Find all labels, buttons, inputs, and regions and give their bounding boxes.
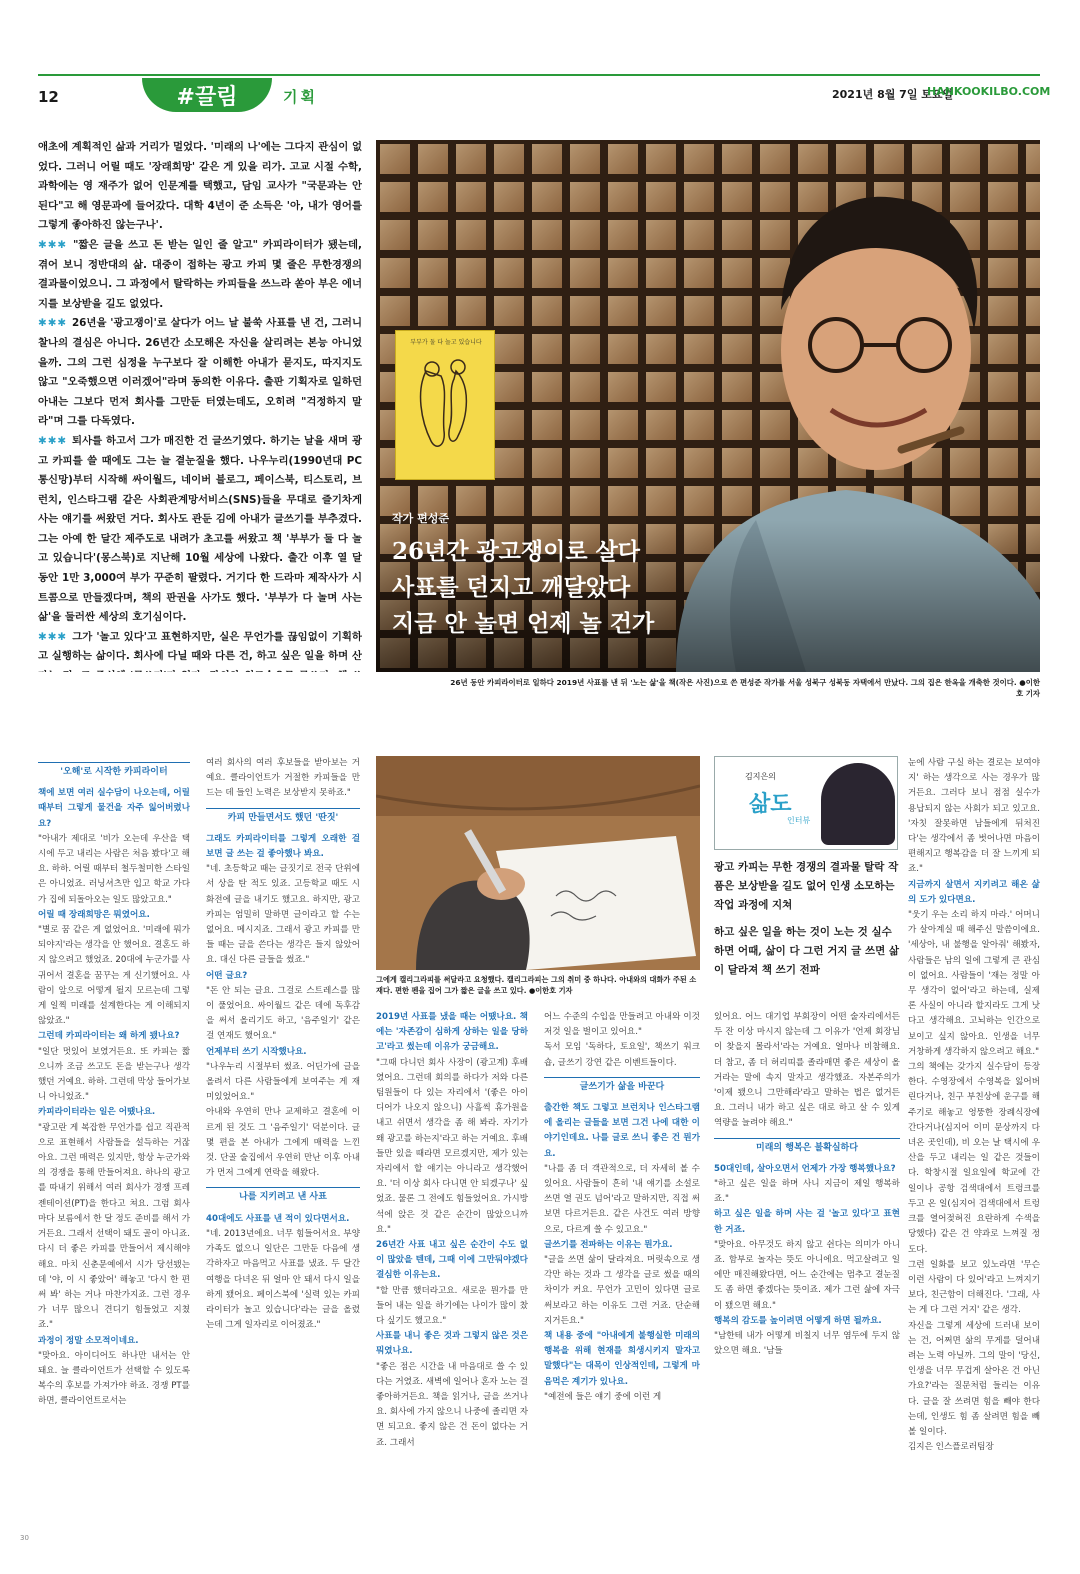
subhead: 글쓰기가 삶을 바꾼다 xyxy=(544,1077,700,1097)
folio-number: 30 xyxy=(20,1534,29,1542)
series-subtitle: 인터뷰 xyxy=(787,816,811,825)
interview-question: 그래도 카피라이터를 그렇게 오래한 걸 보면 글 쓰는 걸 좋아했나 봐요. xyxy=(206,833,360,860)
subhead: 미래의 행복은 불확실하다 xyxy=(714,1138,900,1158)
body-paragraph: "일단 멋있어 보였거든요. 또 카피는 짧으니까 조금 쓰고도 돈을 받는구나 생각했던 거예요. 하하. 그런데 막상 들어가보니 아니었죠." xyxy=(38,1046,190,1103)
interview-question: 26년간 사표 내고 싶은 순간이 수도 없이 많았을 텐데, 그때 이에 그만둬야겠다 결심한 이유는요. xyxy=(376,1240,528,1281)
lead-paragraph: ✱✱✱ 26년을 '광고쟁이'로 살다가 어느 날 불쑥 사표를 낸 건, 그러니 찰나의 결심은 아니다. 26년간 소모해온 자신을 살리려는 본능 아니었을까. 그의 그런 심정을 누구보다 잘 이해한 아내가 묻지도, 따지지도 않고 "오죽했으면 이러겠어"라며 동의한 이유다. 출판 기획자로 일하던 아내는 그보다 먼저 회사를 그만둔 터였는데도, 오히려 "걱정하지 말라"며 그를 다독였다. xyxy=(38,317,362,428)
body-paragraph: 그런 일화를 보고 있노라면 '무슨 이런 사람이 다 있어'라고 느껴지기보다, 친근함이 더해진다. '그래, 사는 게 다 그런 거지' 같은 생각. xyxy=(908,1259,1040,1316)
interview-question: 하고 싶은 일을 하며 사는 걸 '놀고 있다'고 표현한 거죠. xyxy=(714,1209,900,1235)
pull-quote-text: 하고 싶은 일을 하는 것이 노는 것 실수하면 어때, 삶이 다 그런 거지 글 쓰면 삶이 달라져 책 쓰기 전파 xyxy=(714,926,900,976)
body-paragraph: "좋은 점은 시간을 내 마음대로 쓸 수 있다는 거였죠. 새벽에 일어나 혼자 노는 걸 좋아하거든요. 책을 읽거나, 글을 쓰거나요. 회사에 가지 않으니 나중에 졸리면 자면 되고요. 좋지 않은 건 돈이 없다는 거죠. 그래서 xyxy=(376,1361,528,1448)
subhead: 나를 지키려고 낸 사표 xyxy=(206,1187,360,1207)
series-logo: 삶도 xyxy=(749,791,792,817)
calligraphy-photo-art xyxy=(376,756,700,970)
interview-question: 언제부터 쓰기 시작했나요. xyxy=(206,1046,307,1057)
section-label: 기획 xyxy=(283,88,318,106)
headline-line: 사표를 던지고 깨달았다 xyxy=(392,574,631,601)
interview-question: 책에 보면 여러 실수담이 나오는데, 어릴 때부터 그렇게 물건을 자주 잃어버렸나요? xyxy=(38,788,190,829)
body-paragraph: "네. 초등학교 때는 글짓기로 전국 단위에서 상을 탄 적도 있죠. 고등학교 때도 시화전에 글을 내기도 했고요. 하지만, 광고 카피는 엄밀히 말하면 글이라고 할 수는 없어요. 메시지죠. 그래서 광고 카피를 만들 때는 글을 쓴다는 생각은 들지 않았어요. 대신 다른 글들을 썼죠." xyxy=(206,864,360,966)
article-column-5 xyxy=(714,1010,900,1359)
interview-question: 40대에도 사표를 낸 적이 있다면서요. xyxy=(206,1213,350,1224)
interview-question: 사표를 내니 좋은 것과 그렇지 않은 것은 뭐였나요. xyxy=(376,1331,528,1357)
body-paragraph: "광고란 게 복잡한 무언가를 쉽고 직관적으로 표현해서 사람들을 설득하는 거잖아요. 그런 매력은 있지만, 항상 누군가와의 경쟁을 통해 만들어져요. 하나의 광고를 따내기 위해서 여러 회사가 경쟁 프레젠테이션(PT)을 한다고 쳐요. 그럼 회사마다 보름에서 한 달 정도 준비를 해서 가거든요. 그래서 선택이 돼도 골이 아니죠. 다시 더 좋은 카피를 만들어서 제시해야 해요. 마치 신춘문예에서 시가 당선됐는데 '야, 이 시 좋았어' 해놓고 '다시 한 편 써 봐' 하는 거나 마찬가지죠. 그런 경우가 너무 많으니 견디기 힘들었고 지쳤죠." xyxy=(38,1122,190,1331)
body-paragraph: 자신을 그렇게 세상에 드러내 보이는 건, 어쩌면 삶의 무게를 덜어내려는 노력 아닐까. 그의 말이 '당신, 인생을 너무 무겁게 살아온 건 아닌가요?'라는 질문처럼 들리는 이유다. 글을 잘 쓰려면 힘을 빼야 한다는데, 인생도 힘 좀 살려면 힘을 빼볼 일이다. xyxy=(908,1320,1040,1437)
body-paragraph: "맞아요. 아이디어도 하나만 내서는 안 돼요. 늘 클라이언트가 선택할 수 있도록 복수의 후보를 가져가야 하죠. 경쟁 PT를 하면, 클라이언트로서는 xyxy=(38,1350,190,1407)
calligraphy-photo xyxy=(376,756,700,970)
body-paragraph: "할 만큼 했더라고요. 새로운 뭔가를 만들어 내는 일을 하기에는 나이가 많이 찼다 싶기도 했고요." xyxy=(376,1285,528,1327)
article-column-6 xyxy=(908,756,1040,1455)
body-paragraph: "아내가 제대로 '비가 오는데 우산을 택시에 두고 내리는 사람은 처음 봤다'고 해요. 하하. 어릴 때부터 철두철미한 스타일은 아니었죠. 러닝셔츠만 입고 학교 가다가 집에 되돌아오는 일도 많았고요." xyxy=(38,833,190,905)
subhead: 카피 만들면서도 했던 '딴짓' xyxy=(206,808,360,828)
article-column-3 xyxy=(376,1010,528,1451)
article-column-1 xyxy=(38,756,190,1410)
calligraphy-caption: 그에게 캘리그라피를 써달라고 요청했다. 캘리그라피는 그의 취미 중 하나다. 아내와의 대화가 주된 소재다. 편한 펜을 집어 그가 짧은 글을 쓰고 있다. ●이한호 기자 xyxy=(376,975,697,995)
subhead: '오해'로 시작한 카피라이터 xyxy=(38,762,190,782)
interview-question: 50대인데, 살아오면서 언제가 가장 행복했나요? xyxy=(714,1163,896,1174)
body-paragraph: "맞아요. 아무것도 하지 않고 쉰다는 의미가 아니죠. 함부로 놀자는 뜻도 아니에요. 먹고살려고 일에만 매진해왔다면, 어느 순간에는 멈추고 결눈질도 좀 하면 좋겠다는 뜻이죠. 제가 그런 삶에 자극이 됐으면 해요." xyxy=(714,1239,900,1311)
hero-byline: 작가 편성준 xyxy=(392,512,449,525)
body-paragraph: "그때 다니던 회사 사장이 (광고계) 후배였어요. 그런데 회의를 하다가 저와 다른 팀원들이 다 있는 자리에서 '(좋은 아이디어가 나오지 않으니) 사흘씩 휴가원을 내고 쉬면서 생각을 좀 해 봐라. 자기가 왜 광고를 하는지'라고 하는 거예요. 후배들만 있을 때라면 모르겠지만, 제가 있는 자리에서 할 얘기는 아니라고 생각했어요. '더 이상 회사 다니면 안 되겠구나' 싶었죠. 물론 그 전에도 힘들었어요. 가시방석에 앉은 것 같은 순간이 많았으니까요." xyxy=(376,1057,528,1235)
headline-line: 26년간 광고쟁이로 살다 xyxy=(392,538,640,565)
body-paragraph: 어느 수준의 수입을 만들려고 아내와 이것저것 일을 벌이고 있어요." xyxy=(544,1012,700,1038)
body-paragraph: 그의 책에는 갖가지 실수담이 등장한다. 수영장에서 수영복을 잃어버린다거나, 친구 부친상에 운구를 해주기로 해놓고 엉뚱한 장례식장에 간다거나(심지어 이미 문상까지 다녀온 곳인데), 비 오는 날 택시에 우산을 두고 내리는 일 같은 것들이다. 학창시절 일요일에 학교에 간 일이나 공항 검색대에서 트렁크를 두고 온 일(심지어 검색대에서 트렁크를 열어젖혀진 요란하게 수색을 당했다) 같은 건 약과로 느껴질 정도다. xyxy=(908,1062,1040,1255)
interview-question: 행복의 감도를 높이려면 어떻게 하면 될까요. xyxy=(714,1315,882,1326)
body-paragraph: "하고 싶은 일을 하며 사니 지금이 제일 행복하죠." xyxy=(714,1179,900,1205)
interviewer-avatar xyxy=(821,763,895,845)
body-paragraph: 여러 회사의 여러 후보들을 받아보는 거예요. 클라이언트가 거절한 카피들을 만드는 데 들인 노력은 보상받지 못하죠." xyxy=(206,758,360,799)
article-column-4 xyxy=(544,1010,700,1405)
body-paragraph: 눈에 사람 구실 하는 결로는 보여야지' 하는 생각으로 사는 경우가 많거든요. 그러다 보니 점점 실수가 용납되지 않는 사회가 되고 있고요. '자칫 잘못하면 남들에게 뒤처진다'는 생각에서 좀 벗어나면 마음이 편해지고 행복감을 더 잘 느끼게 되죠." xyxy=(908,758,1040,875)
lead-paragraph: ✱✱✱ 퇴사를 하고서 그가 매진한 건 글쓰기였다. 하기는 날을 새며 광고 카피를 쓸 때에도 그는 늘 곁눈질을 했다. 나우누리(1990년대 PC통신망)부터 시작해 싸이월드, 네이버 블로그, 페이스북, 티스토리, 브런치, 인스타그램 같은 사회관계망서비스(SNS)들을 무대로 즐기차게 사는 얘기를 써왔던 거다. 회사도 관둔 김에 아내가 글쓰기를 부추겼다. 그는 아예 한 달간 제주도로 내려가 초고를 써왔고 책 '부부가 둘 다 놀고 있습니다'(몽스북)로 지난해 10월 세상에 나왔다. 출간 이후 열 달 동안 1만 3,000여 부가 꾸준히 팔렸다. 거기다 한 드라마 제작사가 시트콤으로 만들겠다며, 책의 판권을 사가도 했다. '부부가 다 놀며 사는 삶'을 둘러싼 세상의 호기심이다. xyxy=(38,434,362,624)
section-badge: #끌림 xyxy=(142,78,272,112)
body-paragraph: 아내와 우연히 만나 교제하고 결혼에 이르게 된 것도 그 '음주일기' 덕분이다. 글 몇 편을 본 아내가 그에게 매력을 느낀 것. 단골 술집에서 우연히 만난 이후 아내가 먼저 그에게 연락을 해왔다. xyxy=(206,1107,360,1179)
body-paragraph: 김지은 인스플로러팀장 xyxy=(908,1442,994,1453)
body-paragraph: "글을 쓰면 삶이 달라져요. 머릿속으로 생각만 하는 것과 그 생각을 글로 썼을 때의 차이가 커요. 무언가 고민이 있다면 글로 써보라고 하는 이유도 그런 거죠. 단순해지거든요." xyxy=(544,1255,700,1326)
book-illustration-icon xyxy=(396,331,496,481)
interview-question: 글쓰기를 전파하는 이유는 뭔가요. xyxy=(544,1239,673,1250)
lead-paragraph: 애초에 계획적인 삶과 거리가 멀었다. '미래의 나'에는 그다지 관심이 없었다. 그러니 어릴 때도 '장래희망' 같은 게 있을 리가. 고교 시절 수학, 과학에는 영 재주가 없어 인문계를 택했고, 담임 교사가 "국문과는 안 된다"고 해 영문과에 들어갔다. 대학 4년이 준 소득은 '아, 내가 영어를 그렇게 좋아하진 않는구나'. xyxy=(38,141,362,232)
interview-question: 지금까지 살면서 지키려고 해온 삶의 도가 있다면요. xyxy=(908,879,1040,905)
body-paragraph: 있어요. 어느 대기업 부회장이 어떤 술자리에서든 두 잔 이상 마시지 않는데 그 이유가 '언제 회장님이 찾을지 몰라서'라는 거예요. 얼마나 비참해요. 더 참고, 좀 더 허리띠를 졸라매면 좋은 세상이 올 거라는 말에 속지 말자고 생각했죠. 자본주의가 '이제 됐으니 그만해라'라고 말하는 법은 없거든요. 그러니 내가 하고 싶은 대로 하고 살 수 있게 역량을 늘려야 해요." xyxy=(714,1012,900,1129)
dateline: 2021년 8월 7일 토요일 xyxy=(832,88,954,101)
body-paragraph: "나우누리 시절부터 썼죠. 어딘가에 글을 올려서 다른 사람들에게 보여주는 게 재미있었어요." xyxy=(206,1061,360,1103)
lead-paragraph: ✱✱✱ 그가 '놀고 있다'고 표현하지만, 실은 무언가를 끊임없이 기획하고 실행하는 삶이다. 회사에 다닐 때와 다른 건, 하고 싶은 일을 하며 산 xyxy=(38,630,362,663)
site-url[interactable]: HANKOOKILBO.COM xyxy=(927,85,1051,98)
star-divider-icon: ✱✱✱ xyxy=(38,630,73,643)
body-paragraph: "예전에 들은 얘기 중에 이런 게 xyxy=(544,1391,662,1402)
book-cover xyxy=(395,330,495,480)
interview-question: 어떤 글요? xyxy=(206,970,248,981)
page-number: 12 xyxy=(38,88,59,106)
hero-caption: 26년 동안 카피라이터로 일하다 2019년 사표를 낸 뒤 '노는 삶'을 책(작은 사진)으로 쓴 편성준 작가를 서울 성북구 성북동 자택에서 만났다. 그의 집은 한옥을 개축한 것이다. ●이한호 기자 xyxy=(450,678,1040,698)
headline xyxy=(392,534,752,642)
lead-paragraph: ✱✱✱ "짧은 글을 쓰고 돈 받는 일인 줄 알고" 카피라이터가 됐는데, 겪어 보니 정반대의 삶. 대중이 접하는 광고 카피 몇 줄은 무한경쟁의 결과물이었으니. 그 과정에서 탈락하는 카피들을 쓰느라 쏟아 부은 에너지를 보상받을 길도 없었다. xyxy=(38,238,362,310)
interview-question: 2019년 사표를 냈을 때는 어땠나요. 책에는 '자존감이 심하게 상하는 일을 당하고'라고 썼는데 이유가 궁금해요. xyxy=(376,1012,528,1053)
interview-question: 카피라이터라는 일은 어땠나요. xyxy=(38,1107,156,1118)
interview-question: 어릴 때 장래희망은 뭐였어요. xyxy=(38,909,150,920)
header-rule xyxy=(38,74,1040,76)
body-paragraph: "웃기 우는 소리 하지 마라.' 어머니가 살아계실 때 해주신 말씀이에요. '세상아, 내 불행을 알아줘' 해봤자, 사람들은 남의 일에 그렇게 큰 관심이 없어요. 사람들이 '재는 정말 아무 생각이 없어'라고 하는데, 실제론 사실이 아니라 할지라도 그게 낫다고 생각해요. 고뇌하는 인간으로 보이고 싶지 않아요. 인생을 너무 거창하게 생각하지 않으려고 해요." xyxy=(908,910,1040,1057)
pull-quote xyxy=(714,858,900,988)
star-divider-icon: ✱✱✱ xyxy=(38,238,73,251)
body-paragraph: "네. 2013년에요. 너무 힘들어서요. 부양 가족도 없으니 일단은 그만둔 다음에 생각하자고 마음먹고 사표를 냈죠. 두 달간 여행을 다녀온 뒤 얼마 안 돼서 다시 일을 하게 됐어요. 페이스북에 '실력 있는 카피라이터가 놀고 있습니다'라는 글을 올렸는데 그게 일자리로 이어졌죠." xyxy=(206,1228,360,1331)
pull-quote-text: 광고 카피는 무한 경쟁의 결과물 탈락 작품은 보상받을 길도 없어 인생 소모하는 작업 과정에 지쳐 xyxy=(714,861,899,911)
headline-line: 지금 안 놀면 언제 놀 건가 xyxy=(392,610,655,637)
interview-question: 그런데 카피라이터는 왜 하게 됐나요? xyxy=(38,1031,180,1042)
interview-question: 과정이 정말 소모적이네요. xyxy=(38,1335,139,1346)
book-title: 부부가 둘 다 놀고 있습니다 xyxy=(410,339,482,346)
body-paragraph: "남한테 내가 어떻게 비칠지 너무 염두에 두지 않았으면 해요. '남들 xyxy=(714,1331,900,1357)
body-paragraph: 독서 모임 '독하다, 토요일', 책쓰기 워크숍, 글쓰기 강연 같은 이벤트들이다. xyxy=(544,1042,700,1068)
interview-question: 책 내용 중에 "아내에게 불행실한 미래의 행복을 위해 현재를 희생시키지 말자고 말했다"는 대목이 인상적인데, 그렇게 마음먹은 계기가 있나요. xyxy=(544,1331,700,1387)
article-column-2 xyxy=(206,756,360,1333)
body-paragraph: "별로 꿈 같은 게 없었어요. '미래에 뭐가 되야지'라는 생각을 안 했어요. 결혼도 하지 않으려고 했었죠. 20대에 누군가를 사귀어서 결혼을 꿈꾸는 게 신기했어요. 사람이 앞으로 어떻게 될지 모르는데 그렇게 일찍 미래를 설계한다는 게 이해되지 않았죠." xyxy=(38,925,190,1027)
body-paragraph: "나를 좀 더 객관적으로, 더 자세히 볼 수 있어요. 사람들이 흔히 '내 얘기를 소설로 쓰면 열 권도 넘어'라고 말하지만, 직접 써 보면 다르거든요. 같은 사건도 여러 방향으로, 다르게 쓸 수 있고요." xyxy=(544,1163,700,1235)
star-divider-icon: ✱✱✱ xyxy=(38,434,73,447)
star-divider-icon: ✱✱✱ xyxy=(38,317,72,330)
interviewer-name: 김지은의 xyxy=(745,772,776,781)
lead-article xyxy=(38,138,362,672)
body-paragraph: "돈 안 되는 글요. 그걸로 스트레스를 많이 풀었어요. 싸이월드 같은 데에 독후감을 써서 올리기도 하고, '음주일기' 같은 걸 연재도 했어요." xyxy=(206,985,360,1042)
interview-logo-box xyxy=(714,756,898,850)
interview-question: 출간한 책도 그렇고 브런치나 인스타그램에 올리는 글들을 보면 그건 나에 대한 이야기인데요. 나를 글로 쓰니 좋은 건 뭔가요. xyxy=(544,1103,700,1159)
